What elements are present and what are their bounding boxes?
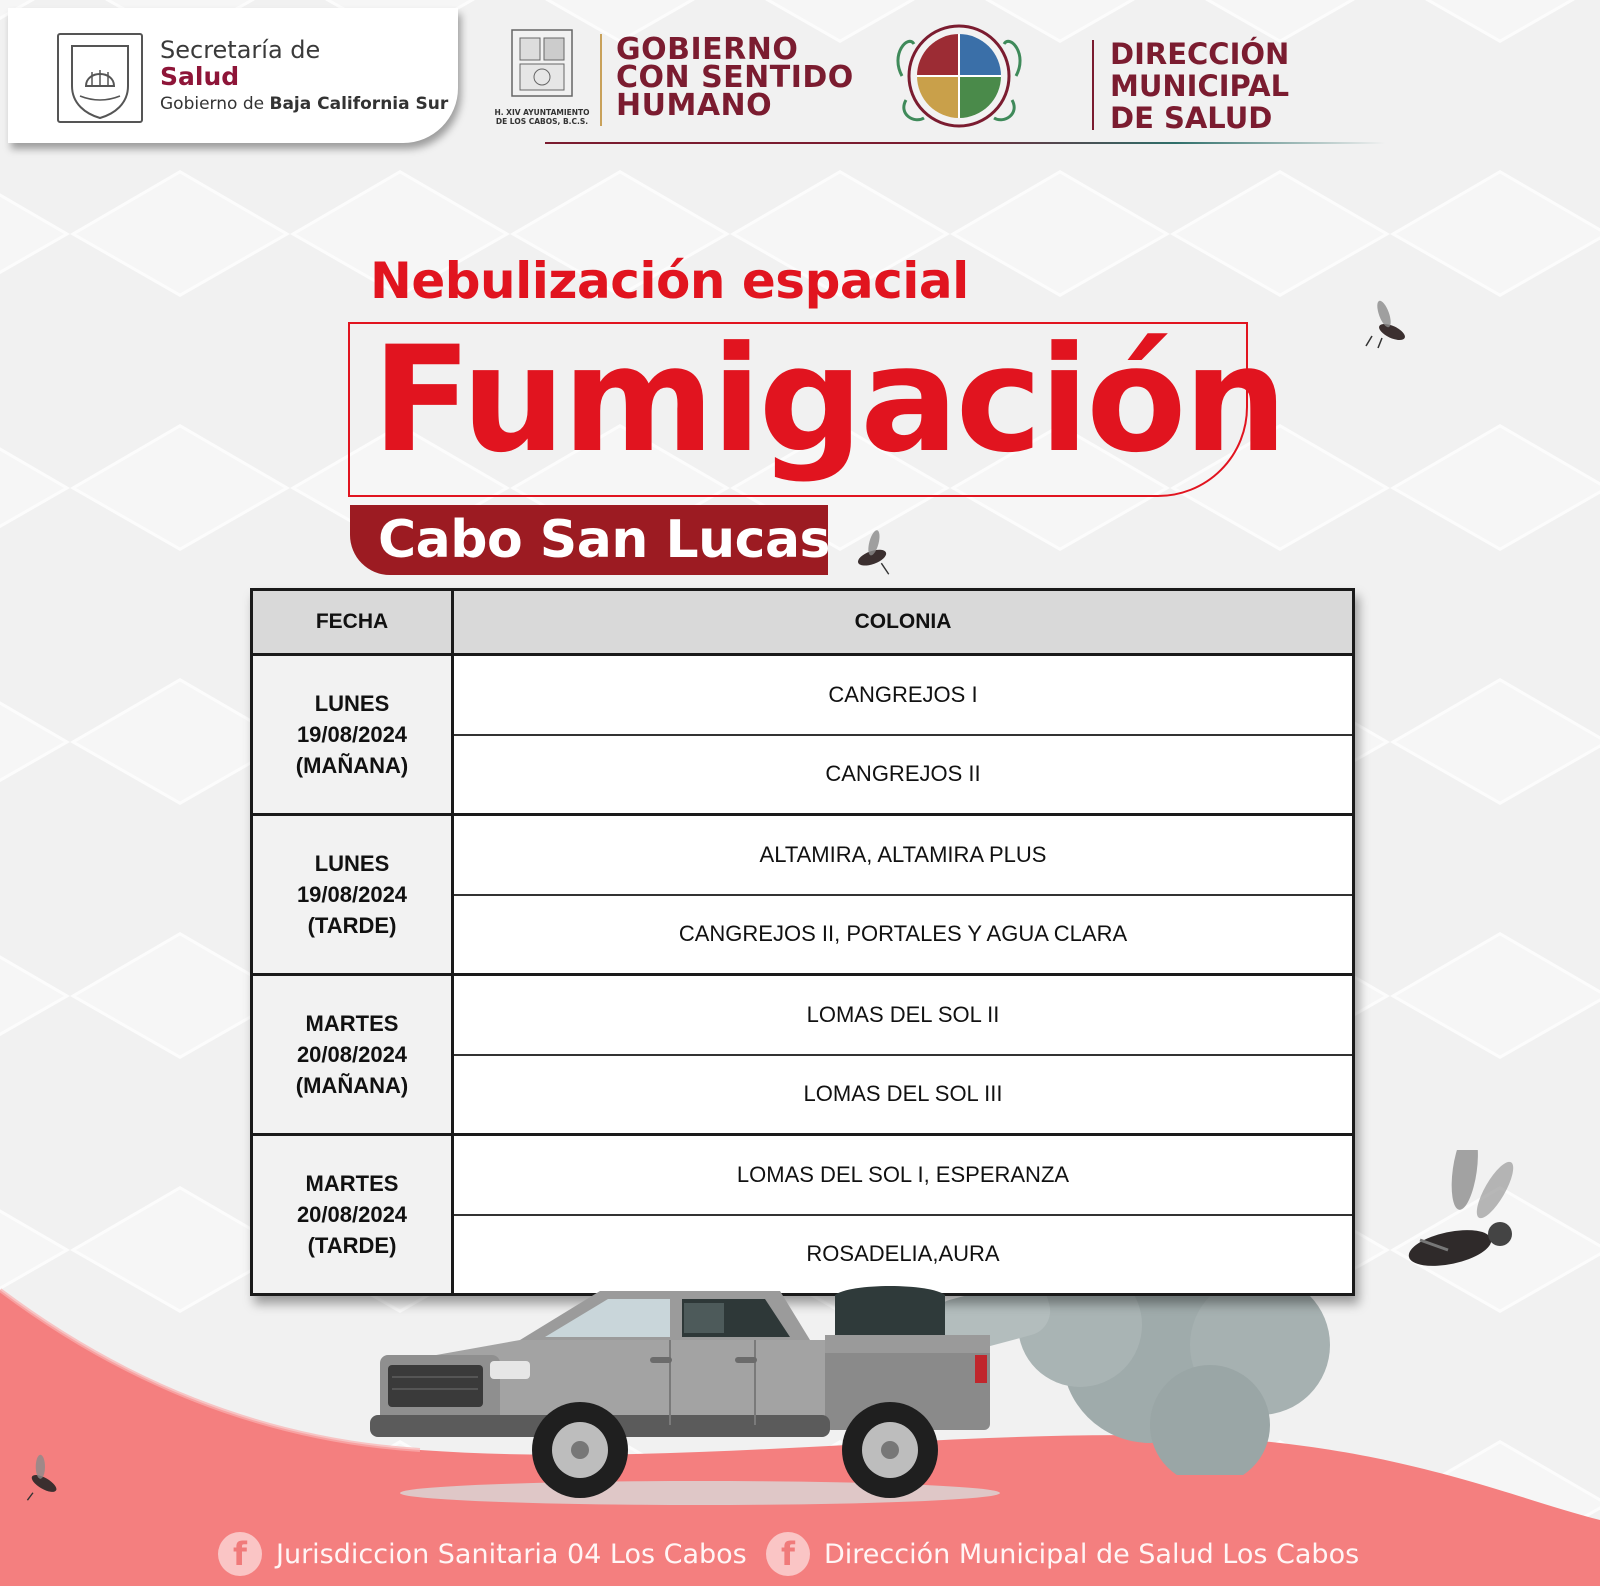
header-divider [600,34,602,126]
schedule-table [250,588,1355,1296]
table-row [252,975,1354,1055]
facebook-icon: f [218,1532,262,1576]
colonia-cell: CANGREJOS II, PORTALES Y AGUA CLARA [453,895,1354,975]
footer-link-direccion[interactable]: f Dirección Municipal de Salud Los Cabos [766,1530,1359,1578]
salud-label: Salud [160,62,240,91]
bcs-shield-icon [52,30,148,126]
colonia-cell: ALTAMIRA, ALTAMIRA PLUS [453,815,1354,895]
colonia-cell: CANGREJOS II [453,735,1354,815]
page-title: Fumigación [372,315,1285,485]
fecha-cell: LUNES 19/08/2024 (TARDE) [252,815,453,975]
mosquito-icon [1400,1150,1524,1280]
pickup-truck-illustration [370,1285,1020,1515]
colonia-cell: LOMAS DEL SOL II [453,975,1354,1055]
fecha-cell: LUNES 19/08/2024 (MAÑANA) [252,655,453,815]
ayuntamiento-caption: H. XIV AYUNTAMIENTO DE LOS CABOS, B.C.S. [494,108,590,126]
secretaria-label: Secretaría de [160,36,321,64]
table-row [252,655,1354,735]
fecha-cell: MARTES 20/08/2024 (TARDE) [252,1135,453,1295]
subtitle: Nebulización espacial [370,252,969,310]
mosquito-icon [1362,296,1416,350]
gobierno-sentido-humano: GOBIERNO CON SENTIDO HUMANO [616,32,854,123]
col-header-colonia: COLONIA [453,590,1354,655]
table-header-row [252,590,1354,655]
colonia-cell: CANGREJOS I [453,655,1354,735]
mosquito-icon [20,1452,70,1502]
location-label: Cabo San Lucas [378,510,830,570]
gobierno-bcs-label: Gobierno de Baja California Sur [160,94,449,114]
table-row [252,1135,1354,1215]
colonia-cell: LOMAS DEL SOL III [453,1055,1354,1135]
facebook-icon: f [766,1532,810,1576]
secretaria-salud-card [8,8,458,143]
table-row [252,815,1354,895]
col-header-fecha: FECHA [252,590,453,655]
colonia-cell: ROSADELIA,AURA [453,1215,1354,1295]
colonia-cell: LOMAS DEL SOL I, ESPERANZA [453,1135,1354,1215]
header-divider-2 [1092,40,1094,130]
fecha-cell: MARTES 20/08/2024 (MAÑANA) [252,975,453,1135]
footer-link-jurisdiccion[interactable]: f Jurisdiccion Sanitaria 04 Los Cabos [218,1530,747,1578]
header-rule [545,142,1385,144]
los-cabos-circle-logo-icon [884,14,1034,138]
ayuntamiento-seal-icon [508,28,576,100]
mosquito-icon [848,528,898,578]
direccion-municipal-salud: DIRECCIÓN MUNICIPAL DE SALUD [1110,37,1290,135]
